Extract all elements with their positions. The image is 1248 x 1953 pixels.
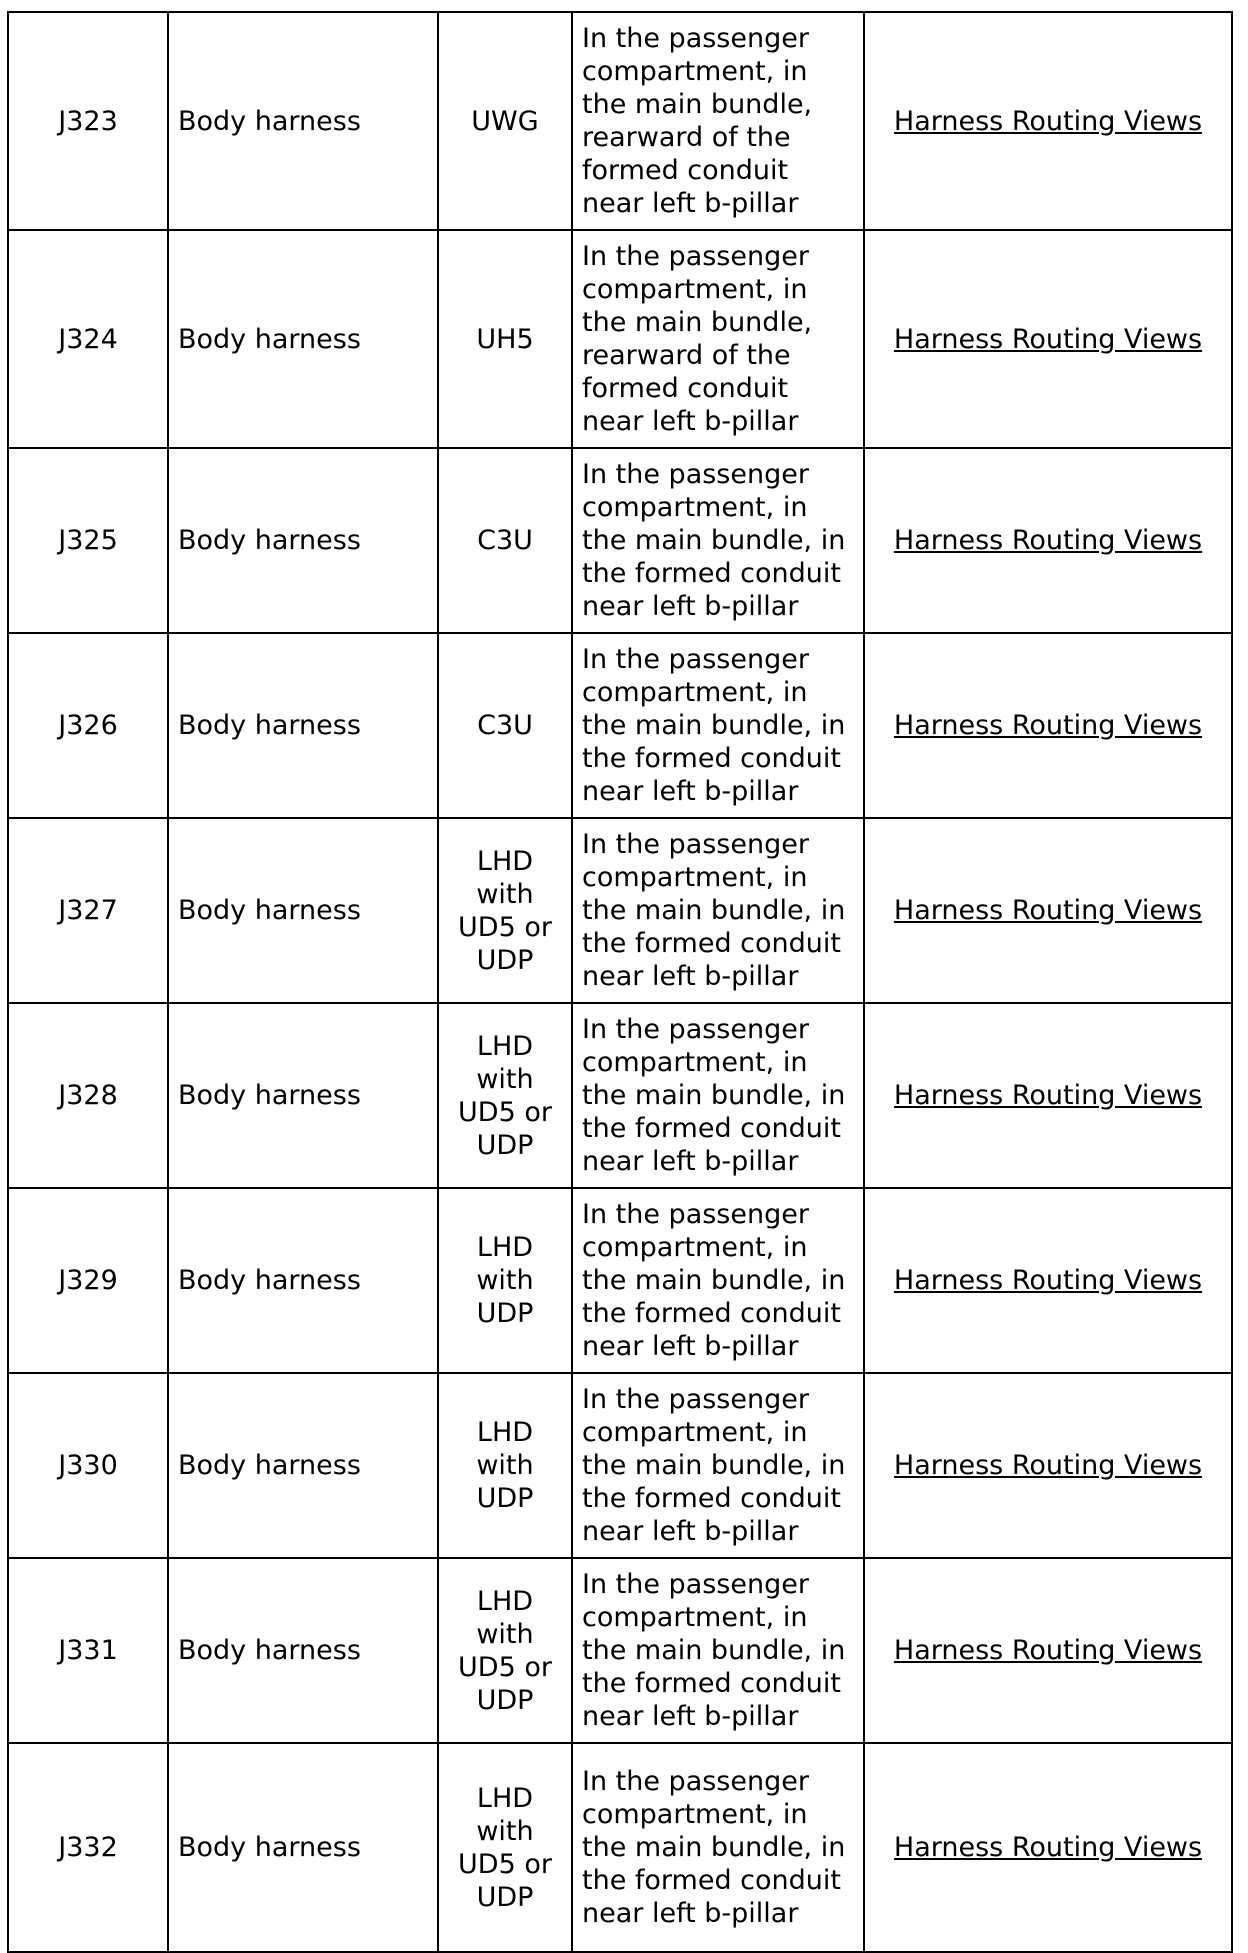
variant-option: LHD with UD5 or UDP (438, 1743, 572, 1952)
harness-name: Body harness (168, 1743, 438, 1952)
location-description: In the passenger compartment, in the main bundle, in the formed conduit near left b-pillar (572, 1743, 864, 1952)
connector-id: J332 (8, 1743, 168, 1952)
connector-id: J329 (8, 1188, 168, 1373)
connector-id: J330 (8, 1373, 168, 1558)
harness-routing-views-link[interactable]: Harness Routing Views (893, 895, 1203, 926)
link-cell (864, 1558, 1232, 1743)
harness-name: Body harness (168, 12, 438, 230)
variant-option: C3U (438, 448, 572, 633)
table-row (8, 12, 1232, 230)
harness-name: Body harness (168, 1373, 438, 1558)
variant-option: UH5 (438, 230, 572, 448)
harness-name: Body harness (168, 230, 438, 448)
harness-routing-views-link[interactable]: Harness Routing Views (893, 710, 1203, 741)
table-row (8, 230, 1232, 448)
connector-table (7, 11, 1233, 1953)
table-row (8, 448, 1232, 633)
location-description: In the passenger compartment, in the main bundle, in the formed conduit near left b-pillar (572, 1373, 864, 1558)
variant-option: LHD with UD5 or UDP (438, 1558, 572, 1743)
harness-routing-views-link[interactable]: Harness Routing Views (893, 1265, 1203, 1296)
harness-routing-views-link[interactable]: Harness Routing Views (893, 1450, 1203, 1481)
location-description: In the passenger compartment, in the main bundle, in the formed conduit near left b-pillar (572, 818, 864, 1003)
connector-id: J324 (8, 230, 168, 448)
connector-id: J326 (8, 633, 168, 818)
variant-option: C3U (438, 633, 572, 818)
link-cell (864, 12, 1232, 230)
variant-option: LHD with UD5 or UDP (438, 818, 572, 1003)
harness-name: Body harness (168, 448, 438, 633)
harness-name: Body harness (168, 1558, 438, 1743)
table-row (8, 818, 1232, 1003)
link-cell (864, 1743, 1232, 1952)
harness-routing-views-link[interactable]: Harness Routing Views (893, 323, 1203, 355)
harness-routing-views-link[interactable]: Harness Routing Views (893, 1832, 1203, 1863)
location-description: In the passenger compartment, in the main bundle, rearward of the formed conduit near left b-pillar (572, 230, 864, 448)
variant-option: LHD with UDP (438, 1373, 572, 1558)
location-description: In the passenger compartment, in the main bundle, in the formed conduit near left b-pillar (572, 1558, 864, 1743)
harness-routing-views-link[interactable]: Harness Routing Views (893, 525, 1203, 556)
harness-name: Body harness (168, 633, 438, 818)
harness-routing-views-link[interactable]: Harness Routing Views (893, 1080, 1203, 1111)
link-cell (864, 448, 1232, 633)
location-description: In the passenger compartment, in the main bundle, in the formed conduit near left b-pillar (572, 448, 864, 633)
harness-routing-views-link[interactable]: Harness Routing Views (893, 105, 1203, 137)
connector-id: J325 (8, 448, 168, 633)
variant-option: LHD with UD5 or UDP (438, 1003, 572, 1188)
connector-id: J327 (8, 818, 168, 1003)
location-description: In the passenger compartment, in the main bundle, rearward of the formed conduit near left b-pillar (572, 12, 864, 230)
link-cell (864, 818, 1232, 1003)
table-row (8, 1373, 1232, 1558)
link-cell (864, 1373, 1232, 1558)
table-row (8, 1188, 1232, 1373)
connector-id: J323 (8, 12, 168, 230)
harness-name: Body harness (168, 818, 438, 1003)
harness-routing-views-link[interactable]: Harness Routing Views (893, 1635, 1203, 1666)
link-cell (864, 1188, 1232, 1373)
link-cell (864, 1003, 1232, 1188)
variant-option: UWG (438, 12, 572, 230)
link-cell (864, 633, 1232, 818)
connector-id: J331 (8, 1558, 168, 1743)
table-row (8, 1003, 1232, 1188)
location-description: In the passenger compartment, in the main bundle, in the formed conduit near left b-pillar (572, 1188, 864, 1373)
variant-option: LHD with UDP (438, 1188, 572, 1373)
connector-id: J328 (8, 1003, 168, 1188)
location-description: In the passenger compartment, in the main bundle, in the formed conduit near left b-pillar (572, 633, 864, 818)
location-description: In the passenger compartment, in the main bundle, in the formed conduit near left b-pillar (572, 1003, 864, 1188)
harness-name: Body harness (168, 1003, 438, 1188)
table-row (8, 1743, 1232, 1952)
link-cell (864, 230, 1232, 448)
harness-name: Body harness (168, 1188, 438, 1373)
table-row (8, 1558, 1232, 1743)
table-row (8, 633, 1232, 818)
